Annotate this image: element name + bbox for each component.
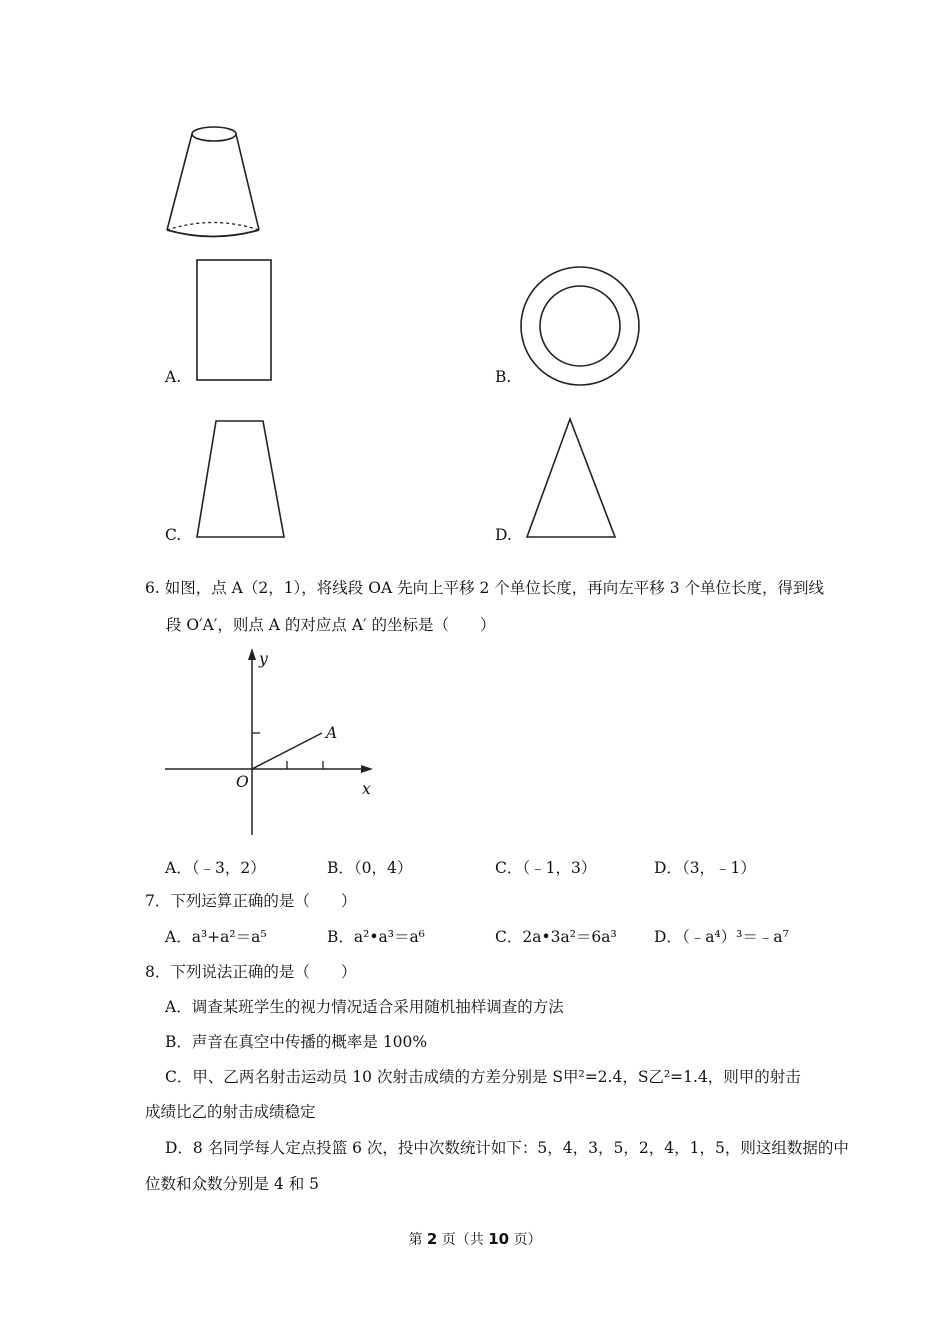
x-axis-label: x xyxy=(362,780,371,798)
q7-option-a: A．a³+a²＝a⁵ xyxy=(165,928,267,946)
page-footer: 第 2 页（共 10 页） xyxy=(408,1230,542,1248)
q7-stem: 7．下列运算正确的是（ ） xyxy=(145,892,357,910)
y-axis-label: y xyxy=(259,650,268,668)
option-letter-c: C. xyxy=(165,526,182,544)
trapezoid-view xyxy=(194,419,288,541)
point-a-label: A xyxy=(326,724,338,742)
q8-stem: 8．下列说法正确的是（ ） xyxy=(145,963,357,981)
option-letter-b: B. xyxy=(495,368,512,386)
q8-option-a: A．调查某班学生的视力情况适合采用随机抽样调查的方法 xyxy=(165,998,564,1016)
q7-option-d: D．（﹣a⁴）³＝﹣a⁷ xyxy=(654,928,789,946)
q8-option-d-line2: 位数和众数分别是 4 和 5 xyxy=(145,1175,320,1193)
q8-option-c-line1: C．甲、乙两名射击运动员 10 次射击成绩的方差分别是 S甲²=2.4，S乙²=1.4，则甲的射击 xyxy=(165,1068,801,1086)
origin-label: O xyxy=(236,773,249,791)
q6-option-d: D．（3，﹣1） xyxy=(654,859,756,877)
q7-option-c: C．2a•3a²＝6a³ xyxy=(495,928,617,946)
triangle-view xyxy=(524,417,618,541)
option-letter-d: D. xyxy=(495,526,512,544)
q7-option-b: B．a²•a³＝a⁶ xyxy=(327,928,425,946)
rectangle-view xyxy=(196,259,273,382)
q6-option-b: B．（0，4） xyxy=(327,859,413,877)
option-letter-a: A. xyxy=(165,368,182,386)
concentric-circles-view xyxy=(519,265,643,389)
page-total: 10 xyxy=(488,1230,510,1248)
coordinate-figure xyxy=(160,645,385,840)
q6-option-a: A．（﹣3，2） xyxy=(165,859,266,877)
frustum-figure xyxy=(160,120,270,245)
q6-stem-line2: 段 O′A′，则点 A 的对应点 A′ 的坐标是（ ） xyxy=(166,616,496,634)
q6-stem-line1: 6. 如图，点 A（2，1），将线段 OA 先向上平移 2 个单位长度，再向左平移 3 个单位长度，得到线 xyxy=(145,579,824,597)
q8-option-c-line2: 成绩比乙的射击成绩稳定 xyxy=(145,1103,316,1121)
page-number: 2 xyxy=(426,1230,438,1248)
q8-option-b: B．声音在真空中传播的概率是 100% xyxy=(165,1033,428,1051)
q8-option-d-line1: D．8 名同学每人定点投篮 6 次，投中次数统计如下：5，4，3，5，2，4，1，5，则这组数据的中 xyxy=(165,1139,849,1157)
q6-option-c: C．（﹣1，3） xyxy=(495,859,597,877)
